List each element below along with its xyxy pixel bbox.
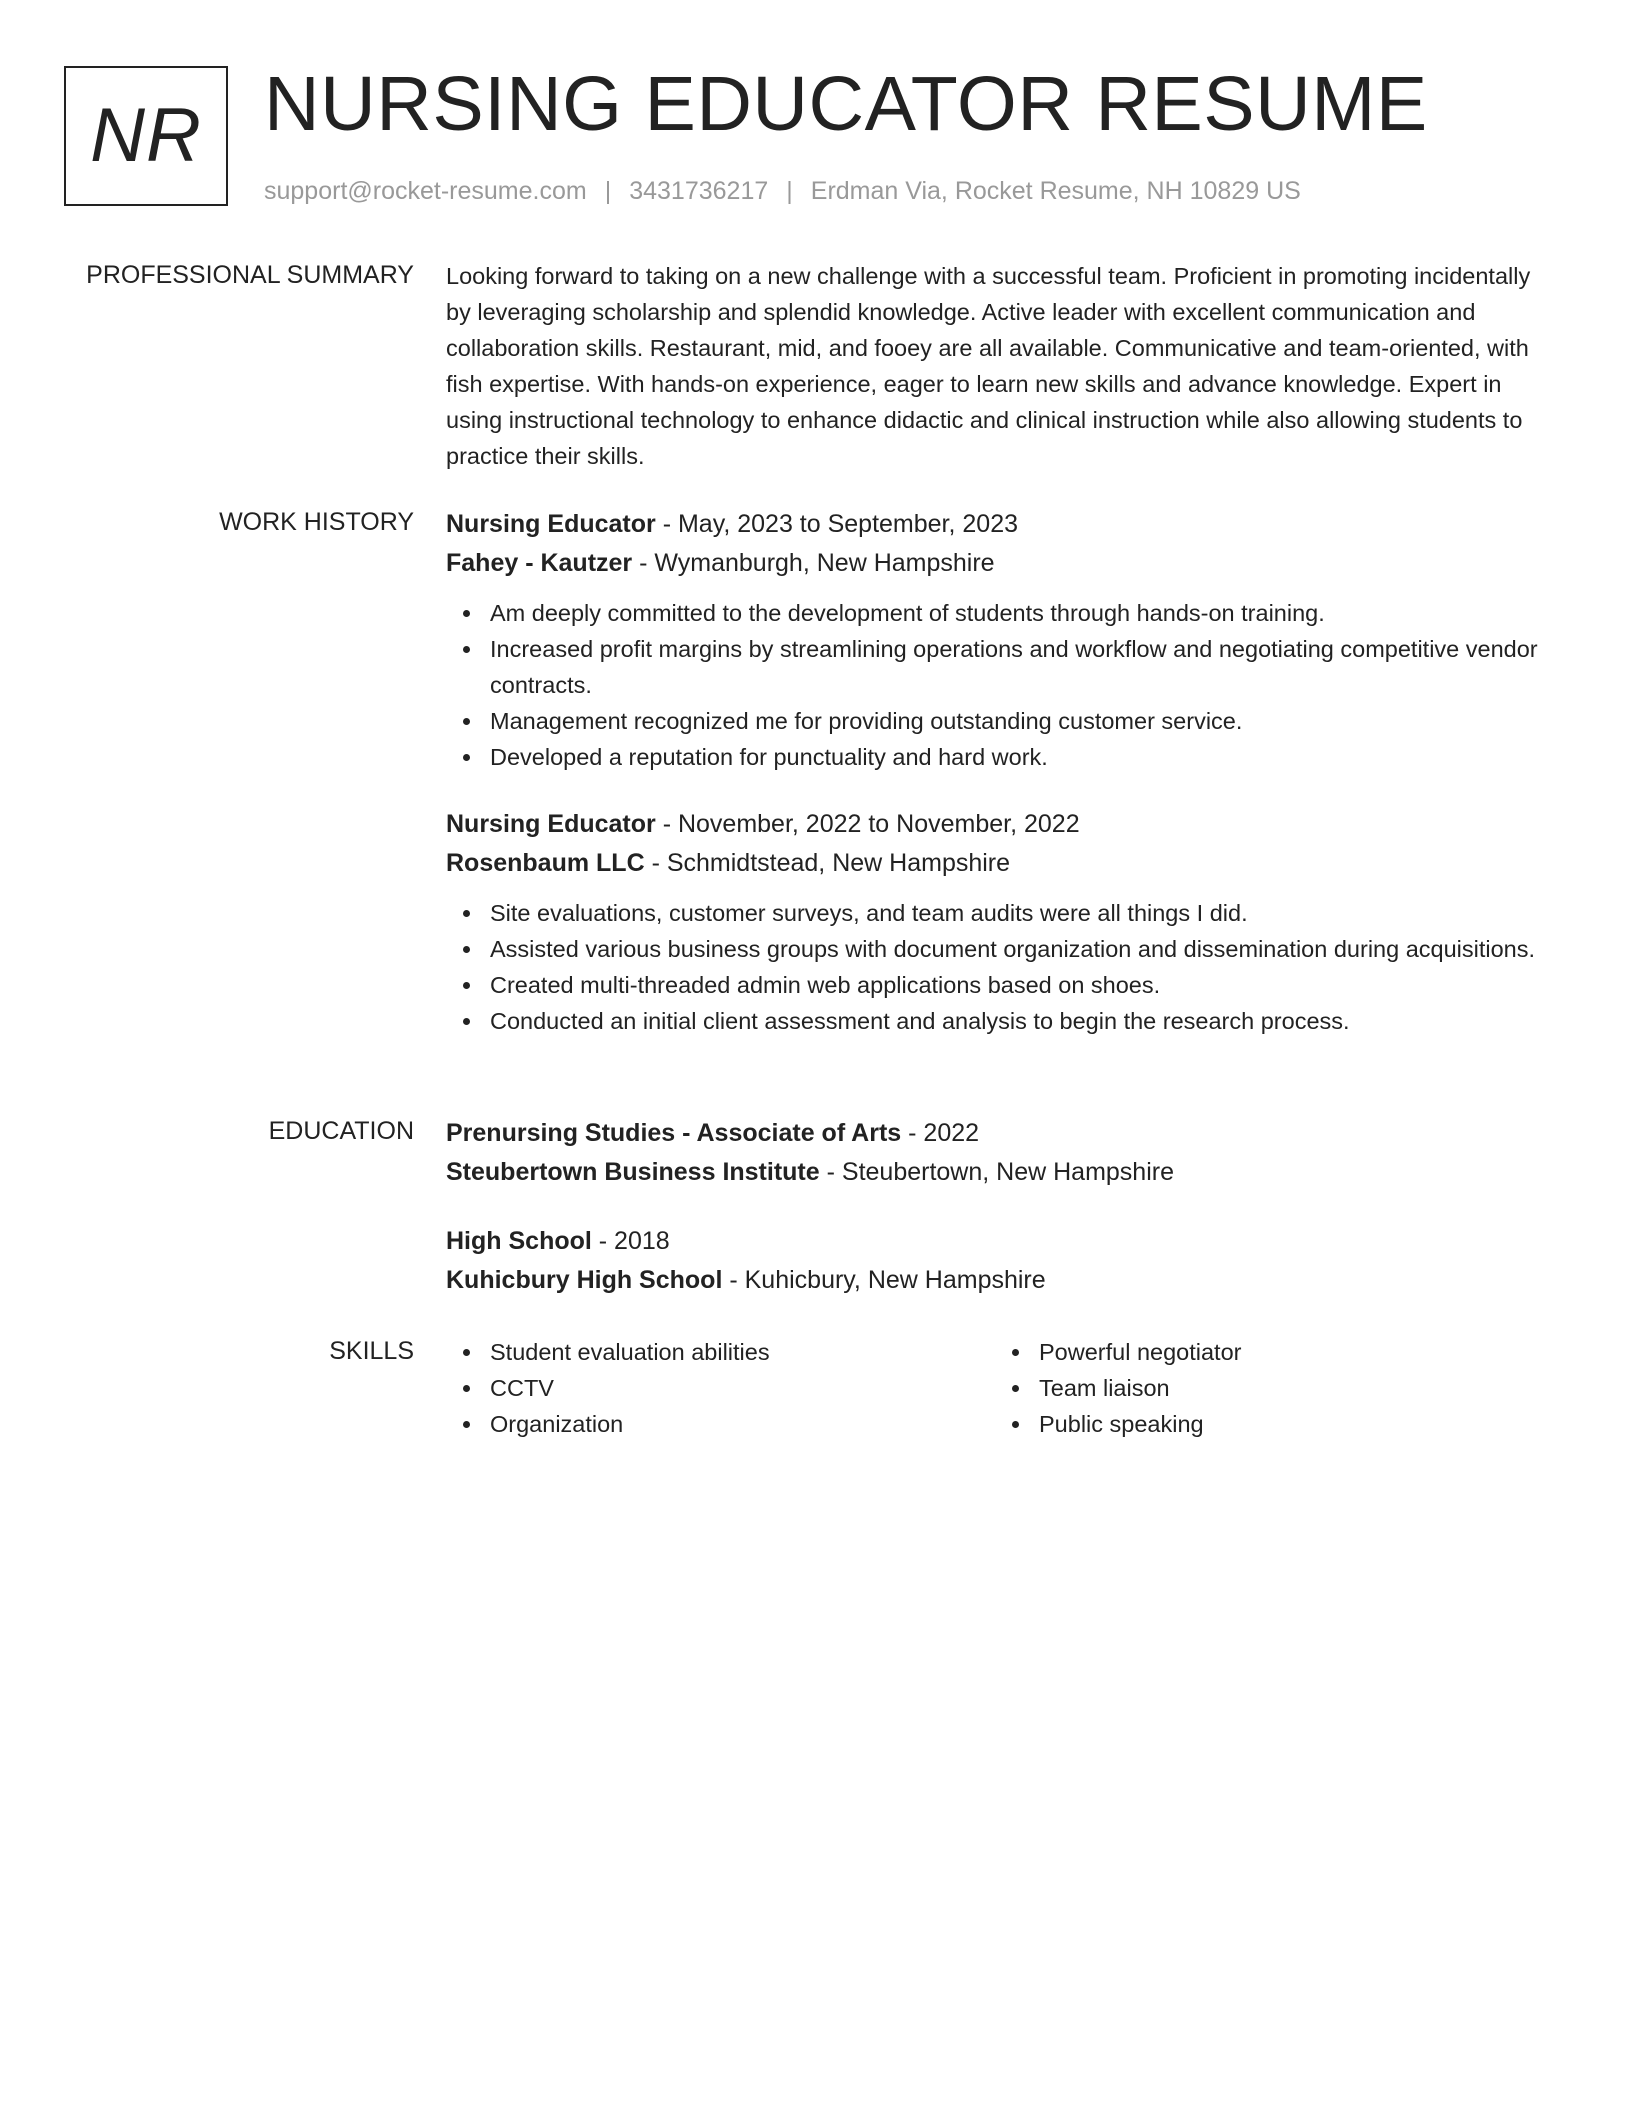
work-history-body: [446, 505, 1556, 1069]
job-title: Nursing Educator: [446, 510, 656, 538]
bullet-dot-icon: [463, 610, 470, 617]
skills-body: [446, 1334, 1556, 1442]
bullet-dot-icon: [463, 754, 470, 761]
bullet-dot-icon: [463, 1018, 470, 1025]
bullet-dot-icon: [1012, 1349, 1019, 1356]
job-bullet: Assisted various business groups with document organization and dissemination during acquisitions.: [446, 931, 1556, 967]
job-bullet: Management recognized me for providing outstanding customer service.: [446, 703, 1556, 739]
work-history-heading: WORK HISTORY: [219, 508, 414, 536]
skills-list: [446, 1334, 995, 1442]
skill-item: Organization: [446, 1406, 995, 1442]
education-year: - 2022: [901, 1119, 980, 1147]
education-school-line: [446, 1153, 1556, 1192]
monogram-box: [64, 66, 228, 206]
skills-column-left: [446, 1334, 995, 1442]
education-heading: EDUCATION: [268, 1117, 414, 1145]
bullet-dot-icon: [463, 718, 470, 725]
education-year: - 2018: [591, 1227, 670, 1255]
skills-column-right: [995, 1334, 1544, 1442]
job-bullet: Created multi-threaded admin web applications based on shoes.: [446, 967, 1556, 1003]
bullet-dot-icon: [1012, 1421, 1019, 1428]
job-title-line: [446, 505, 1556, 544]
skill-item: Student evaluation abilities: [446, 1334, 995, 1370]
contact-email: support@rocket-resume.com: [264, 177, 587, 205]
job-bullet: Increased profit margins by streamlining operations and workflow and negotiating competitive vendor contracts.: [446, 631, 1556, 703]
bullet-dot-icon: [463, 646, 470, 653]
resume-title: NURSING EDUCATOR RESUME: [264, 61, 1428, 147]
job-dates: - May, 2023 to September, 2023: [655, 510, 1019, 538]
skills-list: [995, 1334, 1544, 1442]
job-company: Fahey - Kautzer: [446, 549, 633, 577]
education-school: Kuhicbury High School: [446, 1266, 723, 1294]
education-entry: [446, 1114, 1556, 1192]
job-company-line: [446, 544, 1556, 583]
job-dates: - November, 2022 to November, 2022: [655, 810, 1080, 838]
bullet-dot-icon: [463, 946, 470, 953]
job-title: Nursing Educator: [446, 810, 656, 838]
contact-phone: 3431736217: [629, 177, 769, 205]
skill-item: Public speaking: [995, 1406, 1544, 1442]
summary-body: [446, 258, 1556, 474]
job-company: Rosenbaum LLC: [446, 849, 645, 877]
contact-line: [264, 174, 1301, 208]
job-title-line: [446, 805, 1556, 844]
job-company-line: [446, 844, 1556, 883]
job-bullets: [446, 895, 1556, 1039]
bullet-dot-icon: [463, 1349, 470, 1356]
education-body: [446, 1114, 1556, 1330]
skills-columns: [446, 1334, 1556, 1442]
job-bullet: Site evaluations, customer surveys, and team audits were all things I did.: [446, 895, 1556, 931]
contact-address: Erdman Via, Rocket Resume, NH 10829 US: [810, 177, 1301, 205]
job-location: - Wymanburgh, New Hampshire: [632, 549, 995, 577]
bullet-dot-icon: [463, 982, 470, 989]
job-bullet: Conducted an initial client assessment and analysis to begin the research process.: [446, 1003, 1556, 1039]
job-entry: [446, 505, 1556, 775]
education-location: - Steubertown, New Hampshire: [819, 1158, 1174, 1186]
skills-heading: SKILLS: [329, 1337, 414, 1365]
education-school: Steubertown Business Institute: [446, 1158, 820, 1186]
education-degree: High School: [446, 1227, 592, 1255]
job-bullet: Developed a reputation for punctuality and hard work.: [446, 739, 1556, 775]
job-bullet: Am deeply committed to the development of students through hands-on training.: [446, 595, 1556, 631]
skill-item: Team liaison: [995, 1370, 1544, 1406]
job-location: - Schmidtstead, New Hampshire: [644, 849, 1011, 877]
job-bullets: [446, 595, 1556, 775]
contact-separator: |: [604, 177, 612, 205]
education-entry: [446, 1222, 1556, 1300]
education-school-line: [446, 1261, 1556, 1300]
monogram-initials: NR: [90, 93, 202, 178]
contact-separator: |: [786, 177, 793, 205]
education-degree: Prenursing Studies - Associate of Arts: [446, 1119, 902, 1147]
summary-heading: PROFESSIONAL SUMMARY: [86, 261, 414, 289]
education-degree-line: [446, 1222, 1556, 1261]
summary-text: Looking forward to taking on a new challenge with a successful team. Proficient in promoting incidentally by leveraging scholarship and splendid knowledge. Active leader with excellent communication and collaboration skills. Restaurant, mid, and fooey are all available. Communicative and team-oriented, with fish expertise. With hands-on experience, eager to learn new skills and advance knowledge. Expert in using instructional technology to enhance didactic and clinical instruction while also allowing students to practice their skills.: [446, 263, 1531, 469]
bullet-dot-icon: [1012, 1385, 1019, 1392]
bullet-dot-icon: [463, 1385, 470, 1392]
skill-item: CCTV: [446, 1370, 995, 1406]
bullet-dot-icon: [463, 1421, 470, 1428]
job-entry: [446, 805, 1556, 1039]
education-location: - Kuhicbury, New Hampshire: [722, 1266, 1046, 1294]
skill-item: Powerful negotiator: [995, 1334, 1544, 1370]
bullet-dot-icon: [463, 910, 470, 917]
education-degree-line: [446, 1114, 1556, 1153]
